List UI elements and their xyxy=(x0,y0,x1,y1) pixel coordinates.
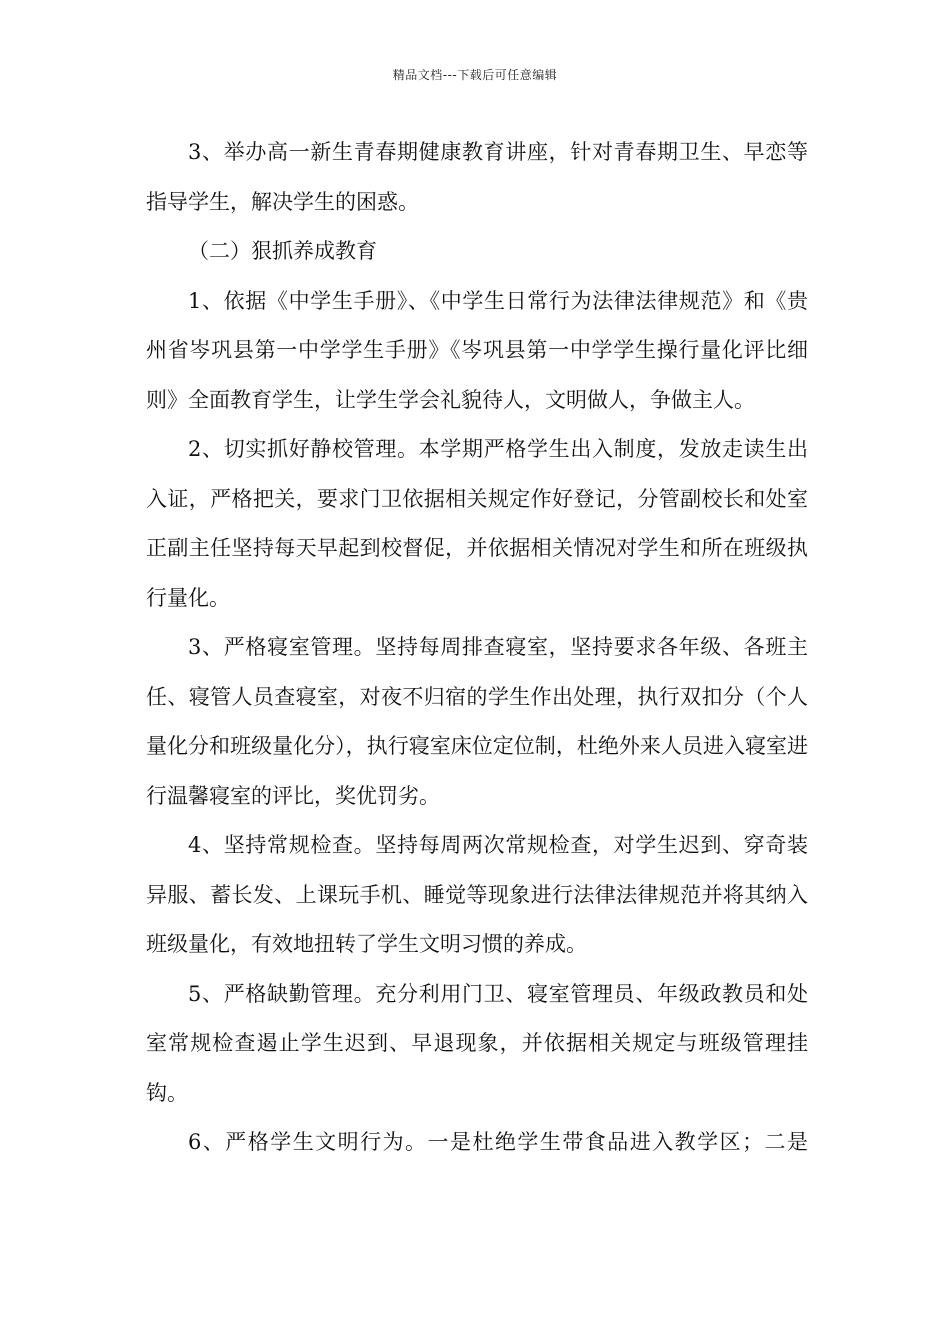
paragraph-3-dorm-management: 3、严格寝室管理。坚持每周排查寝室，坚持要求各年级、各班主任、寝管人员查寝室，对夜不归宿的学生作出处理，执行双扣分（个人量化分和班级量化分），执行寝室床位定位制，杜绝外来人员进入寝室进行温馨寝室的评比，奖优罚劣。 xyxy=(146,635,808,808)
page-header: 精品文档---下载后可任意编辑 xyxy=(392,68,558,82)
section-heading-habit-education: （二）狠抓养成教育 xyxy=(188,239,377,263)
paragraph-5-attendance-management: 5、严格缺勤管理。充分利用门卫、寝室管理员、年级政教员和处室常规检查遏止学生迟到、早退现象，并依据相关规定与班级管理挂钩。 xyxy=(146,981,808,1105)
paragraph-6-civil-behavior: 6、严格学生文明行为。一是杜绝学生带食品进入教学区；二是 xyxy=(188,1130,808,1154)
paragraph-4-routine-inspection: 4、坚持常规检查。坚持每周两次常规检查，对学生迟到、穿奇装异服、蓄长发、上课玩手机、睡觉等现象进行法律法律规范并将其纳入班级量化，有效地扭转了学生文明习惯的养成。 xyxy=(146,833,808,956)
paragraph-3-health-lecture: 3、举办高一新生青春期健康教育讲座，针对青春期卫生、早恋等指导学生，解决学生的困惑。 xyxy=(146,140,808,214)
document-body xyxy=(146,128,808,1168)
paragraph-1-handbook: 1、依据《中学生手册》、《中学生日常行为法律法律规范》和《贵州省岑巩县第一中学学生手册》《岑巩县第一中学学生操行量化评比细则》全面教育学生，让学生学会礼貌待人，文明做人，争做主人。 xyxy=(146,288,808,412)
paragraph-2-campus-management: 2、切实抓好静校管理。本学期严格学生出入制度，发放走读生出入证，严格把关，要求门卫依据相关规定作好登记，分管副校长和处室正副主任坚持每天早起到校督促，并依据相关情况对学生和所在班级执行量化。 xyxy=(146,437,808,610)
